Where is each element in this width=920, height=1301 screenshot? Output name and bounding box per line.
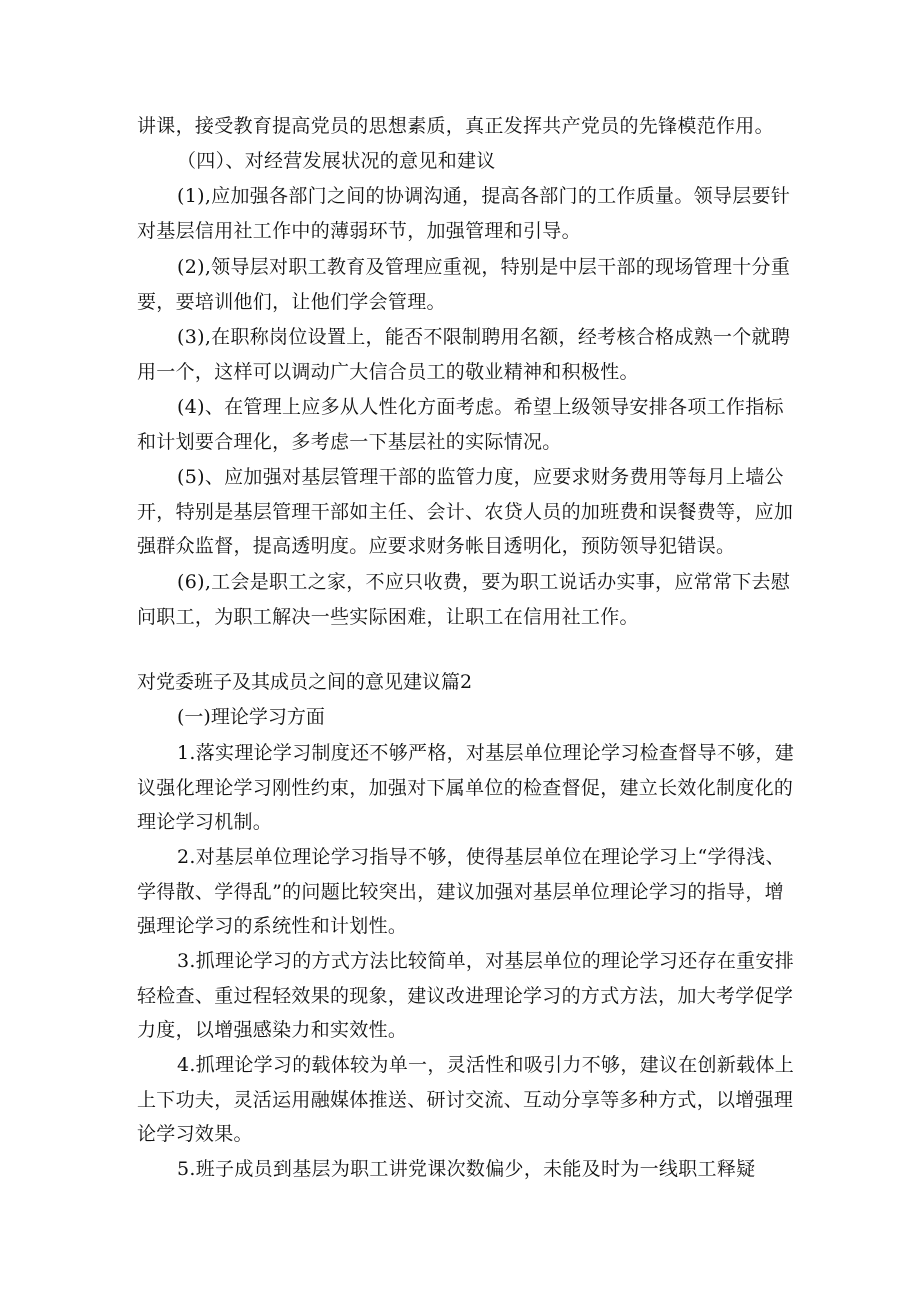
section-title: 对党委班子及其成员之间的意见建议篇2 (137, 671, 473, 693)
list-item-5: 5.班子成员到基层为职工讲党课次数偏少，未能及时为一线职工释疑 (177, 1158, 756, 1180)
list-item-2: 2.对基层单位理论学习指导不够，使得基层单位在理论学习上“学得浅、学得散、学得乱”的问题比较突出，建议加强对基层单位理论学习的指导，增强理论学习的系统性和计划性。 (137, 846, 785, 937)
paragraph-continuation: 讲课，接受教育提高党员的思想素质，真正发挥共产党员的先锋模范作用。 (137, 115, 774, 137)
suggestion-paragraph-6: (6),工会是职工之家，不应只收费，要为职工说话办实事，应常常下去慰问职工，为职工解决一些实际困难，让职工在信用社工作。 (137, 571, 791, 628)
list-item-3: 3.抓理论学习的方式方法比较简单，对基层单位的理论学习还存在重安排轻检查、重过程轻效果的现象，建议改进理论学习的方式方法，加大考学促学力度，以增强感染力和实效性。 (137, 950, 795, 1041)
subsection-heading-four: （四）、对经营发展状况的意见和建议 (177, 150, 496, 172)
suggestion-paragraph-2: (2),领导层对职工教育及管理应重视，特别是中层干部的现场管理十分重要，要培训他们，让他们学会管理。 (137, 256, 791, 313)
suggestion-paragraph-1: (1),应加强各部门之间的协调沟通，提高各部门的工作质量。领导层要针对基层信用社工作中的薄弱环节，加强管理和引导。 (137, 185, 791, 242)
list-item-1: 1.落实理论学习制度还不够严格，对基层单位理论学习检查督导不够，建议强化理论学习刚性约束，加强对下属单位的检查督促，建立长效化制度化的理论学习机制。 (137, 742, 795, 833)
sub-heading-theory-study: (一)理论学习方面 (177, 706, 325, 728)
list-item-4: 4.抓理论学习的载体较为单一，灵活性和吸引力不够，建议在创新载体上上下功夫，灵活运用融媒体推送、研讨交流、互动分享等多种方式，以增强理论学习效果。 (137, 1054, 795, 1145)
suggestion-paragraph-3: (3),在职称岗位设置上，能否不限制聘用名额，经考核合格成熟一个就聘用一个，这样可以调动广大信合员工的敬业精神和积极性。 (137, 326, 791, 383)
suggestion-paragraph-5: (5)、应加强对基层管理干部的监管力度，应要求财务费用等每月上墙公开，特别是基层管理干部如主任、会计、农贷人员的加班费和误餐费等，应加强群众监督，提高透明度。应要求财务帐目透明化，预防领导犯错误。 (137, 466, 794, 557)
suggestion-paragraph-4: (4)、在管理上应多从人性化方面考虑。希望上级领导安排各项工作指标和计划要合理化，多考虑一下基层社的实际情况。 (137, 396, 784, 453)
